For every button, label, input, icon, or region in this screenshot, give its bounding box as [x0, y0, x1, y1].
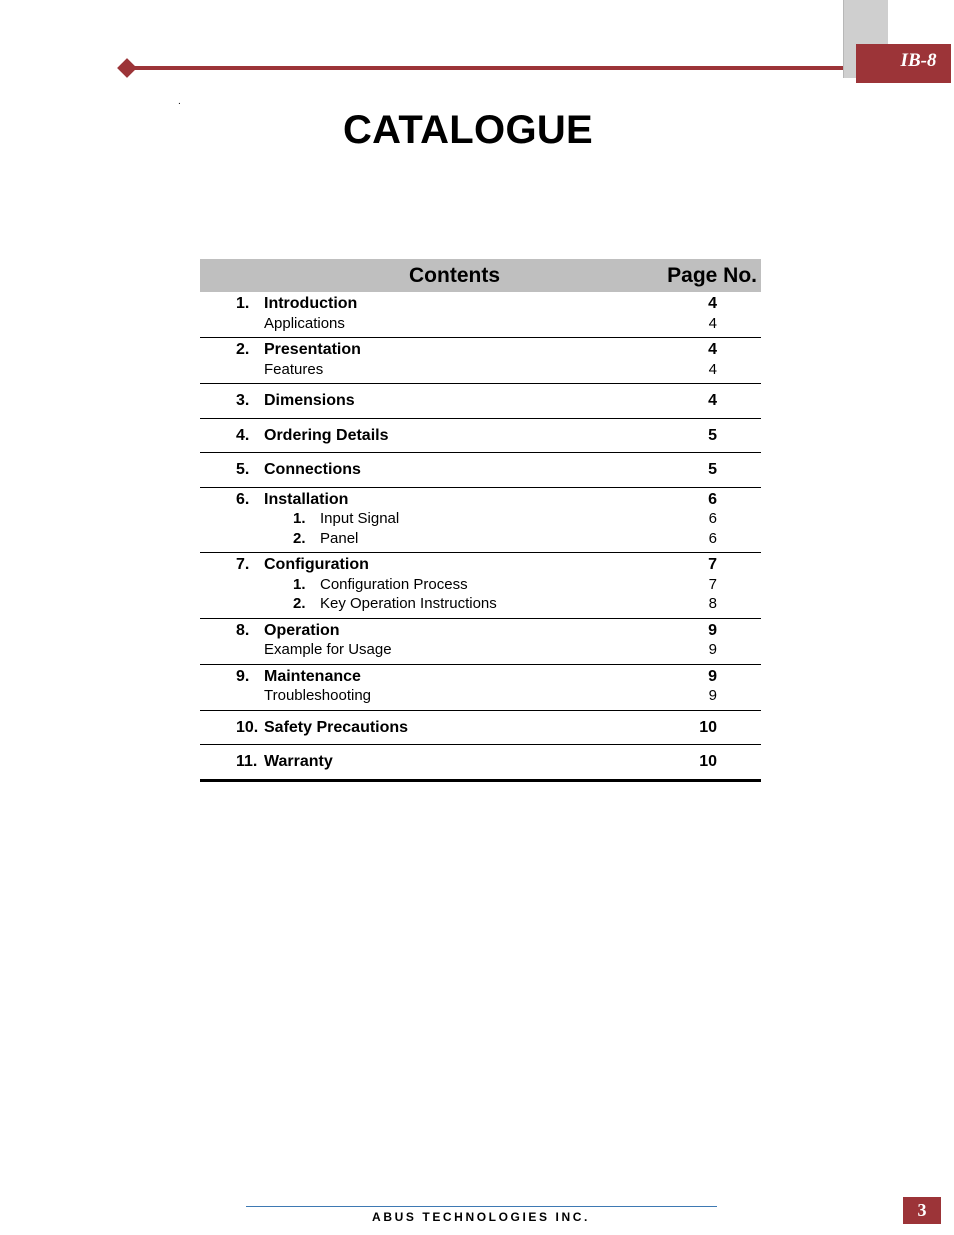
toc-entry-number: 2. — [236, 341, 250, 358]
toc-entry-page: 9 — [708, 667, 717, 685]
toc-entry-title: Ordering Details — [264, 426, 389, 444]
toc-subentry-page: 8 — [708, 595, 717, 612]
toc-subentry — [200, 314, 761, 334]
toc-entry-heading — [200, 555, 761, 575]
toc-entry-page: 6 — [708, 490, 717, 508]
toc-entry-title: Operation — [264, 621, 340, 639]
toc-subentry — [200, 640, 761, 660]
toc-subentry — [200, 360, 761, 380]
toc-subentry-page: 6 — [708, 529, 717, 547]
toc-entry-page: 10 — [699, 718, 717, 736]
toc-entry-title: Warranty — [264, 753, 333, 770]
toc-entry-heading — [200, 490, 761, 510]
footer-company: ABUS TECHNOLOGIES INC. — [372, 1210, 590, 1224]
toc-entry-heading — [200, 621, 761, 641]
toc-entry-number: 3. — [236, 392, 250, 409]
toc-subentry-page: 7 — [708, 575, 717, 593]
toc-subentry-number: 2. — [293, 529, 306, 547]
toc-subentry-label: Panel — [320, 529, 359, 547]
toc-entry-title: Safety Precautions — [264, 718, 409, 736]
toc-subentry-label: Applications — [264, 314, 345, 332]
toc-entry-page: 7 — [708, 556, 717, 573]
toc-subentry-label: Features — [264, 360, 324, 378]
toc-entry-heading — [200, 391, 761, 411]
model-badge: IB-8 — [856, 44, 951, 83]
stray-dot: . — [178, 96, 181, 107]
toc-entry-page: 9 — [708, 621, 717, 639]
toc-entry — [200, 453, 761, 488]
toc-subentry-label: Input Signal — [320, 510, 400, 527]
contents-table-header — [200, 259, 761, 292]
toc-entry-number: 1. — [236, 295, 250, 312]
toc-entry-heading — [200, 294, 761, 314]
toc-entry — [200, 745, 761, 779]
toc-entry-page: 4 — [708, 341, 717, 358]
header-rule — [128, 66, 846, 70]
toc-entry-number: 11. — [236, 753, 258, 770]
toc-entry-number: 7. — [236, 556, 250, 573]
toc-entry — [200, 553, 761, 619]
toc-entry — [200, 384, 761, 419]
toc-subentry — [200, 594, 761, 614]
toc-subentry-page: 9 — [708, 687, 717, 704]
toc-entry-heading — [200, 460, 761, 480]
page-title: CATALOGUE — [342, 108, 594, 152]
toc-entry-number: 9. — [236, 667, 250, 685]
toc-entry — [200, 665, 761, 711]
footer-rule — [246, 1206, 717, 1207]
toc-subentry — [200, 529, 761, 549]
toc-subentry-label: Configuration Process — [320, 575, 468, 593]
toc-entry — [200, 488, 761, 554]
toc-subentry-number: 1. — [293, 510, 306, 527]
toc-entry-heading — [200, 752, 761, 772]
toc-entry-heading — [200, 718, 761, 738]
toc-entry-number: 6. — [236, 490, 250, 508]
toc-entry — [200, 338, 761, 384]
toc-entry-title: Configuration — [264, 556, 369, 573]
toc-subentry-number: 1. — [293, 575, 306, 593]
contents-table-body — [200, 292, 761, 779]
toc-entry-title: Maintenance — [264, 667, 361, 685]
toc-entry-title: Installation — [264, 490, 349, 508]
toc-entry-title: Connections — [264, 461, 361, 478]
toc-entry-heading — [200, 667, 761, 687]
toc-entry-title: Introduction — [264, 295, 358, 312]
toc-subentry-page: 4 — [708, 314, 717, 332]
contents-table — [200, 259, 761, 782]
toc-entry-title: Presentation — [264, 341, 361, 358]
toc-subentry-page: 4 — [708, 360, 717, 378]
toc-entry — [200, 419, 761, 454]
toc-entry-page: 10 — [699, 753, 717, 770]
toc-subentry-page: 9 — [708, 641, 717, 658]
contents-header-label: Contents — [409, 264, 500, 287]
toc-subentry — [200, 575, 761, 595]
toc-entry-number: 8. — [236, 621, 250, 639]
page-header-label: Page No. — [667, 264, 757, 287]
toc-entry-number: 4. — [236, 426, 250, 444]
toc-entry-number: 10. — [236, 718, 259, 736]
toc-entry-page: 5 — [708, 426, 717, 444]
toc-subentry — [200, 509, 761, 529]
toc-subentry — [200, 686, 761, 706]
toc-entry-heading — [200, 426, 761, 446]
toc-subentry-number: 2. — [293, 595, 306, 612]
page-number: 3 — [903, 1197, 941, 1224]
toc-entry-page: 5 — [708, 461, 717, 478]
toc-entry-title: Dimensions — [264, 392, 355, 409]
toc-subentry-label: Example for Usage — [264, 641, 392, 658]
toc-entry-heading — [200, 340, 761, 360]
toc-entry — [200, 292, 761, 338]
toc-subentry-label: Key Operation Instructions — [320, 595, 497, 612]
toc-entry — [200, 711, 761, 746]
toc-entry-page: 4 — [708, 392, 717, 409]
toc-entry — [200, 619, 761, 665]
toc-subentry-page: 6 — [708, 510, 717, 527]
toc-entry-number: 5. — [236, 461, 250, 478]
toc-subentry-label: Troubleshooting — [264, 687, 372, 704]
toc-entry-page: 4 — [708, 295, 717, 312]
